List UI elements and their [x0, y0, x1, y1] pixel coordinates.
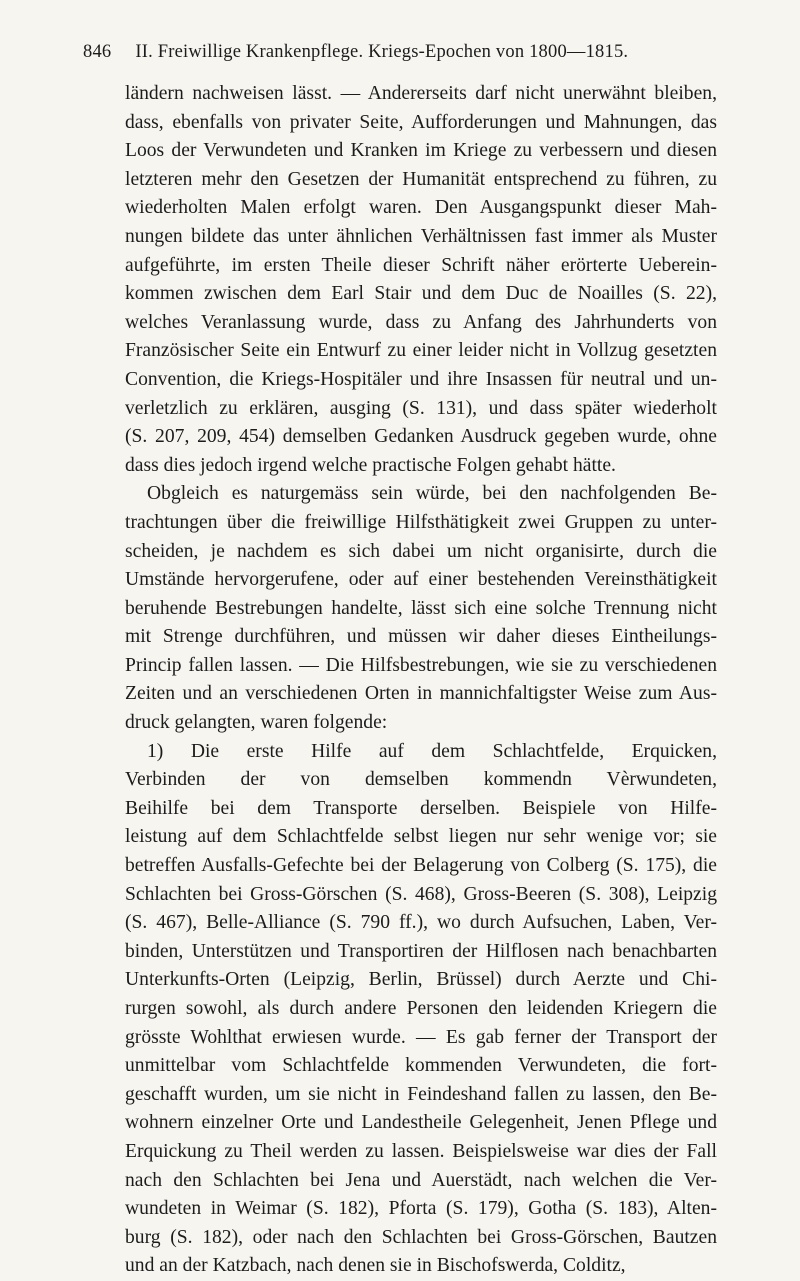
text-line: 1) Die erste Hilfe auf dem Schlachtfelde, Erquicken,	[147, 740, 717, 762]
text-line: aufgeführte, im ersten Theile dieser Schrift näher erörterte Ueberein-	[125, 254, 717, 276]
text-line: binden, Unterstützen und Transportiren der Hilflosen nach benachbarten	[125, 940, 717, 962]
text-line: rurgen sowohl, als durch andere Personen den leidenden Kriegern die	[125, 998, 717, 1019]
text-line: welches Veranlassung wurde, dass zu Anfang des Jahrhunderts von	[125, 311, 717, 333]
text-line: Zeiten und an verschiedenen Orten in mannichfaltigster Weise zum Aus-	[125, 683, 717, 705]
text-line: wundeten in Weimar (S. 182), Pforta (S. 179), Gotha (S. 183), Alten-	[125, 1198, 717, 1220]
body-text	[125, 80, 717, 1281]
text-line: Französischer Seite ein Entwurf zu einer leider nicht in Vollzug gesetzten	[125, 340, 717, 362]
text-line: Erquickung zu Theil werden zu lassen. Beispielsweise war dies der Fall	[125, 1140, 717, 1162]
page-number: 846	[83, 42, 112, 62]
text-line: ländern nachweisen lässt. — Andererseits darf nicht unerwähnt bleiben,	[125, 83, 717, 104]
text-line: betreffen Ausfalls-Gefechte bei der Belagerung von Colberg (S. 175), die	[125, 855, 717, 877]
text-line: leistung auf dem Schlachtfelde selbst liegen nur sehr wenige vor; sie	[125, 826, 717, 848]
text-line: Verbinden der von demselben kommendn Vèrwundeten,	[125, 769, 717, 791]
text-line: kommen zwischen dem Earl Stair und dem Duc de Noailles (S. 22),	[125, 283, 717, 305]
text-line: mit Strenge durchführen, und müssen wir daher dieses Eintheilungs-	[125, 626, 717, 648]
running-title: II. Freiwillige Krankenpflege. Kriegs-Epochen von 1800—1815.	[135, 42, 629, 62]
text-line: Umstände hervorgerufene, oder auf einer bestehenden Vereinsthätigkeit	[125, 569, 717, 591]
text-line: Unterkunfts-Orten (Leipzig, Berlin, Brüssel) durch Aerzte und Chi-	[125, 969, 717, 991]
text-line: trachtungen über die freiwillige Hilfsthätigkeit zwei Gruppen zu unter-	[125, 511, 717, 533]
text-line: (S. 467), Belle-Alliance (S. 790 ff.), wo durch Aufsuchen, Laben, Ver-	[125, 912, 717, 934]
text-line: Obgleich es naturgemäss sein würde, bei den nachfolgenden Be-	[147, 483, 717, 505]
text-line: Princip fallen lassen. — Die Hilfsbestrebungen, wie sie zu verschiedenen	[125, 654, 717, 676]
text-line: und an der Katzbach, nach denen sie in Bischofswerda, Colditz,	[125, 1255, 626, 1277]
text-line: druck gelangten, waren folgende:	[125, 712, 388, 734]
text-line: grösste Wohlthat erwiesen wurde. — Es gab ferner der Transport der	[125, 1026, 717, 1048]
text-line: nach den Schlachten bei Jena und Auerstädt, nach welchen die Ver-	[125, 1169, 717, 1191]
text-line: burg (S. 182), oder nach den Schlachten bei Gross-Görschen, Bautzen	[125, 1226, 717, 1248]
text-line: dass, ebenfalls von privater Seite, Aufforderungen und Mahnungen, das	[125, 111, 717, 133]
text-line: (S. 207, 209, 454) demselben Gedanken Ausdruck gegeben wurde, ohne	[125, 426, 717, 448]
text-line: verletzlich zu erklären, ausging (S. 131), und dass später wiederholt	[125, 397, 717, 419]
running-header	[83, 42, 723, 63]
text-line: nungen bildete das unter ähnlichen Verhältnissen fast immer als Muster	[125, 225, 717, 247]
text-line: scheiden, je nachdem es sich dabei um nicht organisirte, durch die	[125, 540, 717, 562]
text-line: wohnern einzelner Orte und Landestheile Gelegenheit, Jenen Pflege und	[125, 1112, 717, 1134]
text-line: dass dies jedoch irgend welche practische Folgen gehabt hätte.	[125, 454, 616, 476]
text-line: geschafft wurden, um sie nicht in Feindeshand fallen zu lassen, den Be-	[125, 1083, 717, 1105]
text-line: Loos der Verwundeten und Kranken im Kriege zu verbessern und diesen	[125, 140, 717, 162]
text-line: wiederholten Malen erfolgt waren. Den Ausgangspunkt dieser Mah-	[125, 197, 717, 219]
text-line: Beihilfe bei dem Transporte derselben. Beispiele von Hilfe-	[125, 797, 717, 819]
text-line: beruhende Bestrebungen handelte, lässt sich eine solche Trennung nicht	[125, 597, 717, 619]
text-line: Schlachten bei Gross-Görschen (S. 468), Gross-Beeren (S. 308), Leipzig	[125, 883, 717, 905]
text-line: Convention, die Kriegs-Hospitäler und ihre Insassen für neutral und un-	[125, 368, 717, 390]
text-line: letzteren mehr den Gesetzen der Humanität entsprechend zu führen, zu	[125, 168, 717, 190]
text-line: unmittelbar vom Schlachtfelde kommenden Verwundeten, die fort-	[125, 1055, 717, 1077]
